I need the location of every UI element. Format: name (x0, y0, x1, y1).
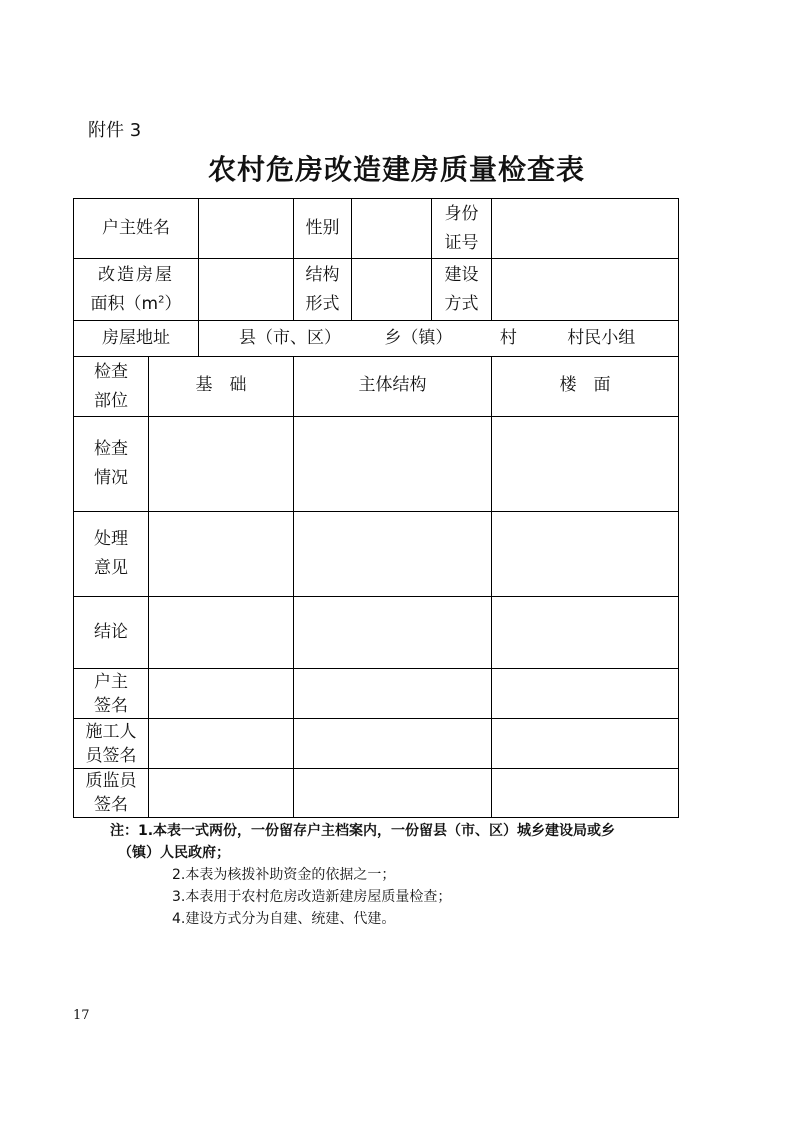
page-number: 17 (73, 1008, 90, 1023)
conclusion-floor-cell[interactable] (492, 597, 679, 669)
owner-sign-floor-cell[interactable] (492, 669, 679, 719)
conclusion-foundation-cell[interactable] (149, 597, 294, 669)
inspection-form-table (73, 198, 679, 818)
row-opinion-line1: 处理 (94, 529, 128, 549)
column-main-structure: 主体结构 (294, 357, 492, 417)
table-row (74, 199, 679, 259)
table-row (74, 357, 679, 417)
opinion-structure-cell[interactable] (294, 512, 492, 597)
inspect-part-label (74, 357, 149, 417)
owner-name-label: 户主姓名 (74, 199, 199, 259)
row-worker-sign-line2: 员签名 (85, 745, 137, 766)
address-county: 县（市、区） (239, 328, 341, 348)
notes-section (110, 820, 670, 930)
row-owner-sign-line1: 户主 (94, 671, 128, 692)
area-field[interactable] (199, 259, 294, 321)
column-foundation: 基 础 (149, 357, 294, 417)
supervisor-sign-floor-cell[interactable] (492, 769, 679, 818)
row-inspection-line1: 检查 (94, 439, 128, 459)
supervisor-sign-structure-cell[interactable] (294, 769, 492, 818)
worker-sign-structure-cell[interactable] (294, 719, 492, 769)
row-inspection-label (74, 417, 149, 512)
build-method-label-line1: 建设 (444, 264, 479, 285)
worker-sign-foundation-cell[interactable] (149, 719, 294, 769)
row-owner-sign-label (74, 669, 149, 719)
build-method-field[interactable] (492, 259, 679, 321)
conclusion-structure-cell[interactable] (294, 597, 492, 669)
address-label: 房屋地址 (74, 321, 199, 357)
id-label (432, 199, 492, 259)
table-row (74, 512, 679, 597)
row-worker-sign-line1: 施工人 (85, 721, 137, 742)
row-supervisor-sign-line2: 签名 (94, 795, 128, 815)
table-row (74, 259, 679, 321)
gender-label: 性别 (294, 199, 352, 259)
gender-field[interactable] (352, 199, 432, 259)
id-label-line2: 证号 (444, 232, 479, 253)
address-group: 村民小组 (567, 328, 636, 348)
owner-sign-structure-cell[interactable] (294, 669, 492, 719)
structure-label-line2: 形式 (305, 293, 340, 314)
table-row (74, 719, 679, 769)
area-label-line1: 改造房屋 (98, 264, 174, 285)
page-title: 农村危房改造建房质量检查表 (207, 153, 585, 186)
table-row (74, 669, 679, 719)
build-method-label (432, 259, 492, 321)
structure-field[interactable] (352, 259, 432, 321)
row-conclusion-label: 结论 (74, 597, 149, 669)
attachment-label: 附件 3 (88, 120, 142, 141)
note-2: 2.本表为核拨补助资金的依据之一； (172, 867, 396, 883)
inspection-floor-cell[interactable] (492, 417, 679, 512)
table-row (74, 321, 679, 357)
table-row (74, 769, 679, 818)
address-village: 村 (499, 328, 517, 348)
inspect-part-line2: 部位 (94, 390, 128, 411)
structure-label-line1: 结构 (305, 264, 340, 285)
note-1-line1: 注：1.本表一式两份，一份留存户主档案内，一份留县（市、区）城乡建设局或乡 (110, 823, 616, 839)
area-label (74, 259, 199, 321)
inspect-part-line1: 检查 (94, 361, 128, 382)
row-supervisor-sign-line1: 质监员 (85, 771, 137, 791)
build-method-label-line2: 方式 (444, 293, 479, 314)
row-opinion-label (74, 512, 149, 597)
inspection-structure-cell[interactable] (294, 417, 492, 512)
id-number-field[interactable] (492, 199, 679, 259)
address-township: 乡（镇） (384, 328, 453, 348)
row-inspection-line2: 情况 (94, 468, 128, 488)
inspection-foundation-cell[interactable] (149, 417, 294, 512)
opinion-foundation-cell[interactable] (149, 512, 294, 597)
address-field[interactable] (199, 321, 679, 357)
owner-sign-foundation-cell[interactable] (149, 669, 294, 719)
area-label-line2: 面积$(m^2)$ (90, 293, 182, 314)
opinion-floor-cell[interactable] (492, 512, 679, 597)
worker-sign-floor-cell[interactable] (492, 719, 679, 769)
id-label-line1: 身份 (444, 203, 479, 224)
owner-name-field[interactable] (199, 199, 294, 259)
table-row (74, 417, 679, 512)
column-floor: 楼 面 (492, 357, 679, 417)
row-opinion-line2: 意见 (94, 558, 128, 578)
structure-label (294, 259, 352, 321)
row-owner-sign-line2: 签名 (94, 695, 128, 716)
table-row (74, 597, 679, 669)
row-supervisor-sign-label (74, 769, 149, 818)
row-worker-sign-label (74, 719, 149, 769)
note-4: 4.建设方式分为自建、统建、代建。 (172, 911, 396, 927)
supervisor-sign-foundation-cell[interactable] (149, 769, 294, 818)
note-1-line2: （镇）人民政府； (118, 845, 230, 861)
note-3: 3.本表用于农村危房改造新建房屋质量检查； (172, 889, 452, 905)
